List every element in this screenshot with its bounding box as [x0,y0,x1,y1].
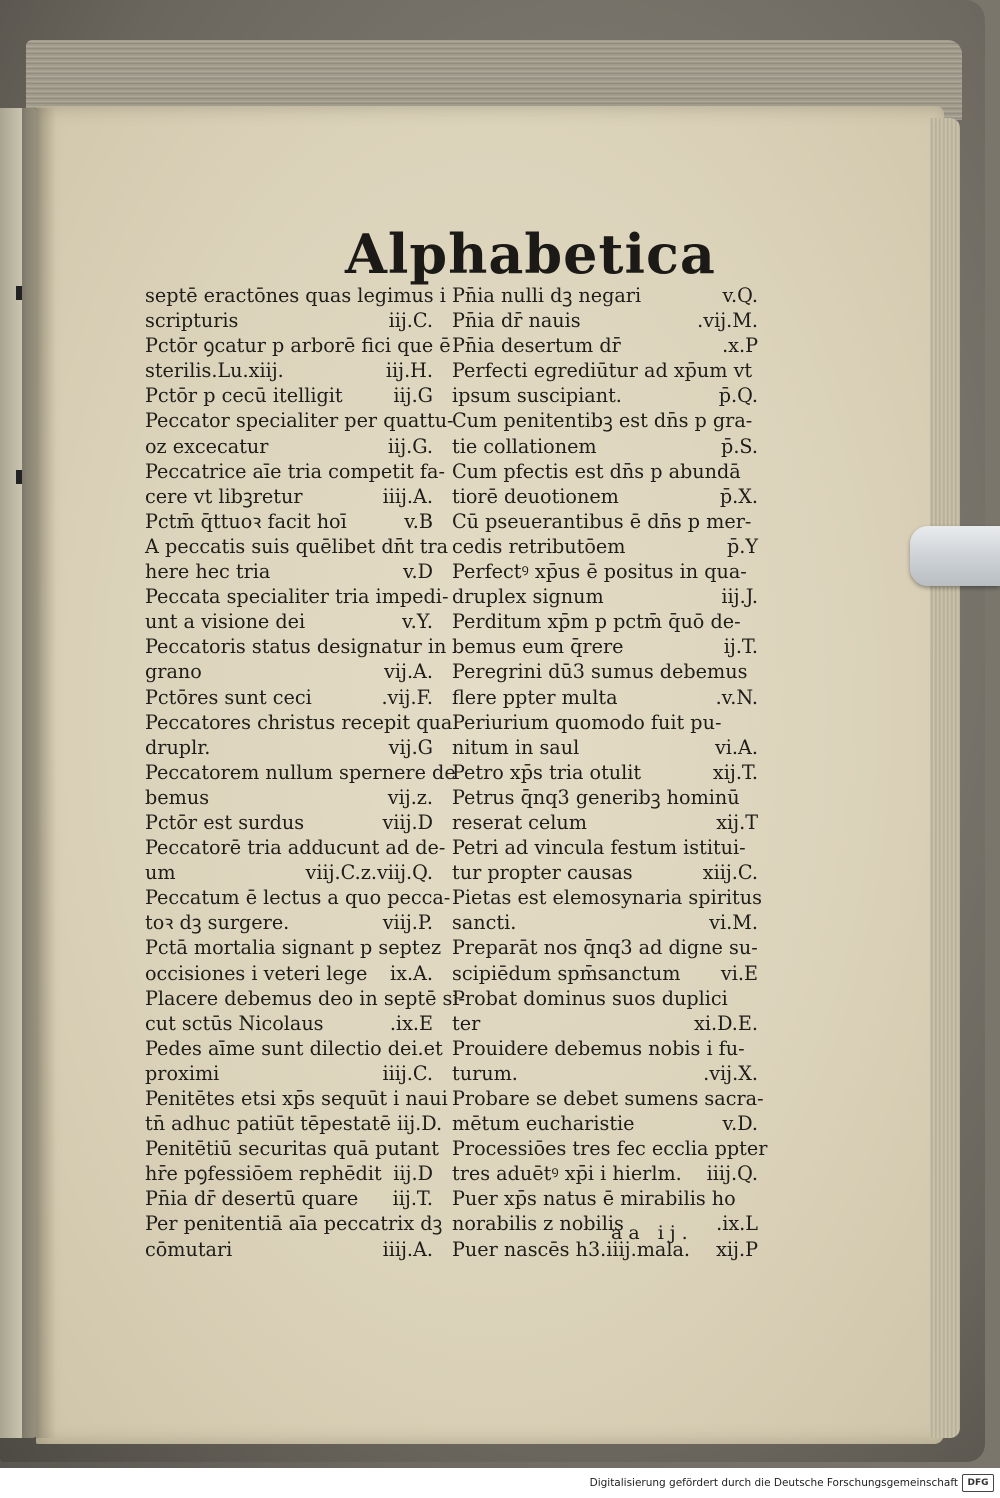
entry-text: turum. [452,1061,518,1085]
index-entry-line [145,459,445,484]
index-entry-line [452,333,758,358]
entry-text: Processiōes tres fec ecclia ppter [452,1137,768,1161]
entry-reference: iij.D [393,1162,433,1186]
gutter-shadow [22,108,56,1438]
entry-text: Peccatores christus recepit qua [145,710,453,734]
entry-text: Petrus q̄nq3 generibꝫ hominū [452,785,740,809]
entry-text: Cum pfectis est dn̄s p abundā [452,459,741,483]
index-entry-line [452,434,758,459]
index-entry-line [145,885,451,910]
entry-reference: xiij.C. [702,861,758,885]
index-entry-line [452,459,758,484]
entry-reference: p̄.Q. [718,384,758,408]
entry-reference: xi.D.E. [694,1011,758,1035]
index-entry-line [145,559,433,584]
entry-text: Pctm̄ q̄ttuoꝛ facit hoī [145,509,347,533]
entry-reference: .v.N. [715,685,758,709]
entry-reference: v.Q. [722,284,758,307]
entry-text: reserat celum [452,810,587,834]
index-entry-line [145,760,456,785]
entry-reference: viij.C.z.viij.Q. [305,861,433,885]
entry-text: Preparāt nos q̄nq3 ad digne su- [452,936,758,960]
entry-text: Peccatrice aīe tria competit fa- [145,459,445,483]
entry-text: ipsum suscipiant. [452,384,622,408]
index-entry-line [145,785,433,810]
entry-text: Probat dominus suos duplici [452,986,728,1010]
index-entry-line [452,509,758,534]
index-entry-line [452,308,758,333]
entry-text: hr̄e pꝯfessiōem rephēdit [145,1162,382,1186]
entry-text: druplr. [145,735,211,759]
index-entry-line [145,609,433,634]
index-entry-line [145,735,433,760]
entry-text: Peccatum ē lectus a quo pecca- [145,886,451,910]
entry-reference: .ix.E [389,1011,433,1035]
entry-text: Pietas est elemosynaria spiritus [452,886,762,910]
index-entry-line [145,910,433,935]
index-entry-line [452,559,758,584]
entry-reference: xij.T [716,810,758,834]
index-entry-line [145,1237,433,1262]
entry-text: sterilis.Lu.xiij. [145,359,284,383]
entry-text: Peccatoris status designatur in [145,635,447,659]
binding-mark [16,470,22,484]
entry-text: Pn̄ia desertum dr̄ [452,334,621,358]
index-entry-line [452,760,758,785]
entry-text: Prouidere debemus nobis i fu- [452,1036,745,1060]
entry-reference: iij.T. [392,1187,433,1211]
index-entry-line [145,1086,448,1111]
entry-reference: iiij.A. [382,1237,433,1261]
entry-reference: iiij.C. [382,1061,433,1085]
funding-credit: Digitalisierung gefördert durch die Deutsche Forschungsgemeinschaft [589,1477,958,1489]
entry-text: um [145,861,176,885]
entry-text: cedis retributōem [452,534,626,558]
entry-text: tn̄ adhuc patiūt tēpestatē [145,1112,391,1136]
index-entry-line [452,358,758,383]
entry-text: Perfecti egrediūtur ad xp̄um vt [452,359,753,383]
entry-reference: iiij.A. [382,484,433,508]
entry-text: Pn̄ia dr̄ nauis [452,309,581,333]
index-entry-line [452,885,762,910]
index-entry-line [452,584,758,609]
index-entry-line [145,810,433,835]
entry-text: druplex signum [452,585,604,609]
entry-text: Pn̄ia dr̄ desertū quare [145,1187,359,1211]
entry-text: Placere debemus deo in septē si- [145,986,465,1010]
entry-reference: .vij.M. [697,309,758,333]
entry-reference: vi.E [720,961,758,985]
index-entry-line [145,1211,443,1236]
page-heading: Alphabetica [345,222,716,286]
entry-text: occisiones i veteri lege [145,961,368,985]
entry-text: Per penitentiā aīa peccatrix dꝫ [145,1212,443,1236]
index-entry-line [145,283,446,308]
entry-reference: p̄.Y [726,534,758,558]
entry-reference: iij.G. [387,434,433,458]
entry-reference: v.D [402,560,433,584]
index-entry-line [145,408,454,433]
entry-text: Petro xp̄s tria otulit [452,760,642,784]
entry-reference: ij.T. [723,635,758,659]
entry-text: Peregrini dū3 sumus debemus [452,660,748,684]
entry-text: Peccata specialiter tria impedi- [145,585,449,609]
entry-text: bemus [145,785,210,809]
entry-text: Peccator specialiter per quattu- [145,409,454,433]
index-entry-line [145,509,433,534]
right-text-column [452,283,768,1262]
entry-text: septē eractōnes quas legimus i [145,284,446,307]
entry-reference: iij.G [393,384,433,408]
entry-reference: .vij.X. [703,1061,758,1085]
entry-text: Pctōr ꝯcatur p arborē fici que ē [145,334,451,358]
index-entry-line [452,283,758,308]
entry-reference: vij.z. [387,785,433,809]
index-entry-line [452,935,758,960]
entry-reference: .x.P [722,334,758,358]
index-entry-line [452,484,758,509]
index-entry-line [145,383,433,408]
entry-text: Penitētes etsi xp̄s sequūt i naui [145,1087,448,1110]
entry-text: tres aduētꝰ xp̄i i hierlm. [452,1162,682,1186]
binding-mark [16,286,22,300]
entry-reference: p̄.X. [719,484,758,508]
index-entry-line [452,1111,758,1136]
index-entry-line [145,835,446,860]
entry-text: Pctōr p cecū itelligit [145,384,343,408]
index-entry-line [452,735,758,760]
entry-reference: iij.D. [396,1112,443,1136]
entry-reference: iij.J. [721,585,758,609]
index-entry-line [145,986,465,1011]
entry-text: unt a visione dei [145,610,306,634]
index-entry-line [145,1161,433,1186]
entry-text: Pctōr est surdus [145,810,305,834]
page-edges-right [930,118,960,1438]
index-entry-line [145,1061,433,1086]
index-entry-line [452,1061,758,1086]
entry-reference: v.D. [722,1112,758,1136]
index-entry-line [452,810,758,835]
entry-reference: v.B [404,509,433,533]
index-entry-line [145,1111,443,1136]
signature-mark: aa ij. [611,1222,694,1244]
index-entry-line [145,860,433,885]
entry-text: Periurium quomodo fuit pu- [452,710,722,734]
entry-text: Cū pseuerantibus ē dn̄s p mer- [452,509,752,533]
index-entry-line [145,534,449,559]
index-entry-line [452,1011,758,1036]
index-entry-line [452,1086,764,1111]
entry-text: tiorē deuotionem [452,484,619,508]
entry-text: Peccatorē tria adducunt ad de- [145,836,446,860]
left-text-column [145,283,465,1262]
index-entry-line [145,1011,433,1036]
entry-text: norabilis z nobilis [452,1212,624,1236]
footer-bar [0,1468,1000,1498]
entry-text: Pedes aīme sunt dilectio dei.et [145,1036,443,1060]
index-entry-line [452,860,758,885]
entry-text: scipiēdum spm̄sanctum [452,961,681,985]
entry-text: grano [145,660,202,684]
index-entry-line [145,358,433,383]
index-entry-line [452,685,758,710]
entry-reference: vi.A. [714,735,758,759]
index-entry-line [145,935,442,960]
entry-reference: iij.H. [385,359,433,383]
index-entry-line [452,383,758,408]
entry-text: Pn̄ia nulli dꝫ negari [452,284,642,307]
entry-text: Petri ad vincula festum istitui- [452,836,746,860]
entry-reference: vij.A. [384,660,433,684]
entry-reference: ix.A. [389,961,433,985]
index-entry-line [452,1036,758,1061]
dfg-logo-icon: DFG [962,1474,994,1492]
entry-reference: vij.G [388,735,433,759]
index-entry-line [145,961,433,986]
entry-reference: p̄.S. [721,434,758,458]
entry-reference: v.Y. [402,610,433,634]
index-entry-line [452,785,758,810]
entry-reference: iiij.Q. [706,1162,758,1186]
entry-text: bemus eum q̄rere [452,635,624,659]
entry-reference: .ix.L [716,1212,758,1236]
entry-text: Perditum xp̄m p pctm̄ q̄uō de- [452,610,741,634]
entry-text: sancti. [452,911,517,935]
entry-text: flere ppter multa [452,685,618,709]
entry-reference: iij.C. [388,309,433,333]
index-entry-line [145,308,433,333]
index-entry-line [452,1186,758,1211]
index-entry-line [145,584,449,609]
entry-text: Perfectꝰ xp̄us ē positus in qua- [452,560,747,584]
index-entry-line [452,910,758,935]
index-entry-line [452,1237,758,1262]
index-entry-line [145,484,433,509]
index-entry-line [452,835,758,860]
index-entry-line [145,1036,443,1061]
entry-text: proximi [145,1061,220,1085]
entry-text: Puer xp̄s natus ē mirabilis ho [452,1187,736,1211]
entry-reference: viij.D [382,810,433,834]
entry-text: Puer nascēs h3.iiij.mala. [452,1237,691,1261]
entry-text: mētum eucharistie [452,1112,635,1136]
index-entry-line [145,685,433,710]
entry-reference: xij.P [716,1237,758,1261]
entry-text: cōmutari [145,1237,233,1261]
entry-reference: viij.P. [382,911,433,935]
index-entry-line [145,710,453,735]
entry-text: nitum in saul [452,735,580,759]
index-entry-line [452,609,758,634]
entry-reference: .vij.F. [381,685,433,709]
index-entry-line [452,961,758,986]
entry-text: tie collationem [452,434,597,458]
index-entry-line [145,434,433,459]
index-entry-line [145,659,433,684]
index-entry-line [452,710,758,735]
entry-reference: xij.T. [712,760,758,784]
index-entry-line [452,634,758,659]
index-entry-line [452,986,758,1011]
entry-text: A peccatis suis quēlibet dn̄t tra [145,534,449,558]
index-entry-line [452,1136,768,1161]
index-entry-line [145,1136,440,1161]
index-entry-line [145,634,447,659]
entry-text: Penitētiū securitas quā putant [145,1137,440,1161]
index-entry-line [452,1161,758,1186]
index-entry-line [452,534,758,559]
entry-text: Pctā mortalia signant p septez [145,936,442,960]
entry-text: Cum penitentibꝫ est dn̄s p gra- [452,409,753,433]
entry-text: Pctōres sunt ceci [145,685,312,709]
entry-text: tur propter causas [452,861,633,885]
index-entry-line [452,659,758,684]
index-entry-line [452,1211,758,1236]
entry-text: oz excecatur [145,434,269,458]
entry-reference: vi.M. [709,911,758,935]
entry-text: Probare se debet sumens sacra- [452,1087,764,1110]
entry-text: scripturis [145,309,239,333]
entry-text: here hec tria [145,560,271,584]
entry-text: Peccatorem nullum spernere de [145,760,456,784]
index-entry-line [452,408,758,433]
entry-text: toꝛ dꝫ surgere. [145,911,290,935]
entry-text: ter [452,1011,481,1035]
page-clip [910,526,1000,586]
index-entry-line [145,333,451,358]
entry-text: cut sctūs Nicolaus [145,1011,324,1035]
index-entry-line [145,1186,433,1211]
entry-text: cere vt libꝫretur [145,484,303,508]
